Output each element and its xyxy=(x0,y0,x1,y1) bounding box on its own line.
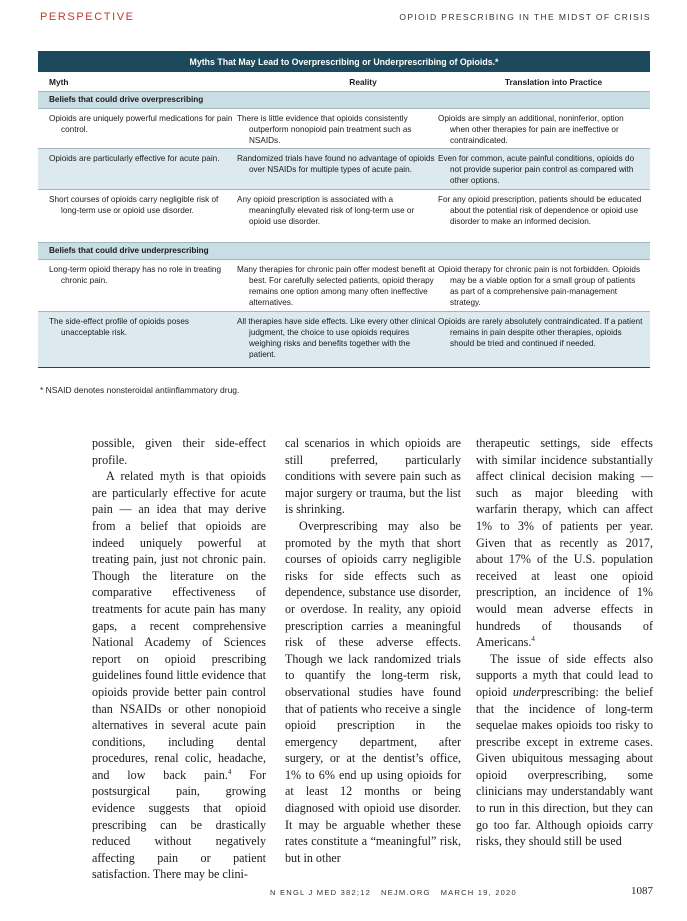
reality-cell: Any opioid prescription is associated with a meaningfully elevated risk of long-term use or opioid use disorder. xyxy=(237,195,415,226)
paragraph: therapeutic settings, side effects with similar incidence substantially affect clinical decision making — such as major bleeding with warfarin therapy, which can affect 1% to 3% of patients per year. Given that as recently as 2017, about 17% of the U.S. population received at least one opioid prescription, an incidence of 1% would mean adverse effects in hundreds of thousands of Americans.$^4$ xyxy=(476,436,653,650)
myth-cell: Opioids are uniquely powerful medications for pain control. xyxy=(49,114,233,134)
col-header-reality: Reality xyxy=(349,76,377,87)
page-number: 1087 xyxy=(631,885,653,897)
table-row xyxy=(38,190,650,243)
practice-cell: Opioids are simply an additional, noninferior, option when other therapies for pain are ineffective or contraindicated. xyxy=(438,114,624,145)
reference-marker: 4 xyxy=(531,635,535,644)
practice-cell: For any opioid prescription, patients should be educated about the potential risk of dependence or opioid use disorder to make an informed decision. xyxy=(438,195,642,226)
myth-cell: The side-effect profile of opioids poses unacceptable risk. xyxy=(49,317,190,337)
table-row xyxy=(38,260,650,312)
journal-citation: N ENGL J MED 382;12 NEJM.ORG MARCH 19, 2020 xyxy=(270,888,517,897)
table-row xyxy=(38,109,650,149)
table-header-row xyxy=(38,72,650,92)
practice-cell: Opioid therapy for chronic pain is not forbidden. Opioids may be a viable option for a small group of patients as part of a comprehensive pain-management strategy. xyxy=(438,265,641,307)
myth-cell: Opioids are particularly effective for acute pain. xyxy=(49,154,220,163)
paragraph: cal scenarios in which opioids are still preferred, particularly conditions with severe pain such as major surgery or trauma, but the list is shrinking. xyxy=(285,436,461,517)
paragraph: Overprescribing may also be promoted by the myth that short courses of opioids carry negligible risks for side effects such as dependence, substance use disorder, or overdose. In reality, any opioid prescription carries a meaningful risk of these adverse effects. Though we lack randomized trials to quantify the long-term risk, observational studies have found that of patients who receive a single opioid prescription in the emergency department, after surgery, or at the dentist’s office, 1% to 6% end up using opioids for at least 12 months or being diagnosed with opioid use disorder. It may be arguable whether these rates constitute a “meaningful” risk, but in other xyxy=(285,518,461,865)
table-section-overprescribing: Beliefs that could drive overprescribing xyxy=(38,92,650,109)
running-title: OPIOID PRESCRIBING IN THE MIDST OF CRISIS xyxy=(399,12,651,22)
paragraph: A related myth is that opioids are particularly effective for acute pain — an idea that may derive from a belief that opioids are indeed uniquely powerful at treating pain, just not chronic pain. Though the literature on the comparative effectiveness of treatments for acute pain has many gaps, a recent comprehensive National Academy of Sciences report on opioid prescribing guidelines found little evidence that opioids provide better pain control than NSAIDs or other nonopioid alternatives in several acute pain conditions, including dental procedures, renal colic, headache, and low back pain.$^4$ For postsurgical pain, growing evidence suggests that opioid prescribing can be drastically reduced without negatively affecting pain or patient satisfaction. There may be clini- xyxy=(92,469,266,882)
table-footnote: * NSAID denotes nonsteroidal antiinflammatory drug. xyxy=(40,385,240,395)
body-column-2 xyxy=(285,435,461,866)
myths-table xyxy=(38,51,650,368)
reality-cell: There is little evidence that opioids consistently outperform nonopioid pain treatment such as NSAIDs. xyxy=(237,114,412,145)
col-header-myth: Myth xyxy=(49,76,69,87)
reality-cell: Many therapies for chronic pain offer modest benefit at best. For carefully selected patients, opioid therapy remains one option among many often ineffective alternatives. xyxy=(237,265,435,307)
reference-marker: 4 xyxy=(227,767,232,776)
body-column-1 xyxy=(92,435,266,883)
practice-cell: Opioids are rarely absolutely contraindicated. If a patient remains in pain despite other therapies, opioids should be tried and continued if needed. xyxy=(438,317,643,348)
table-title: Myths That May Lead to Overprescribing or Underprescribing of Opioids.* xyxy=(38,52,650,72)
paragraph: possible, given their side-effect profile. xyxy=(92,436,266,467)
table-section-underprescribing: Beliefs that could drive underprescribing xyxy=(38,243,650,260)
col-header-practice: Translation into Practice xyxy=(504,76,603,87)
emphasis: under xyxy=(512,684,542,699)
practice-cell: Even for common, acute painful conditions, opioids do not provide superior pain control as compared with other options. xyxy=(438,154,635,185)
myth-cell: Short courses of opioids carry negligible risk of long-term use or opioid use disorder. xyxy=(49,195,219,215)
table-row xyxy=(38,149,650,190)
paragraph: The issue of side effects also supports a myth that could lead to opioid underprescribing: the belief that the incidence of long-term sequelae makes opioids too risky to prescribe except in extreme cases. Given ubiquitous messaging about opioid overprescribing, some clinicians may understandably want to run in this direction, but they can go too far. Although opioids carry risks, they should still be used xyxy=(476,651,653,849)
table-row xyxy=(38,312,650,368)
body-column-3 xyxy=(476,435,653,850)
section-label: PERSPECTIVE xyxy=(40,11,135,23)
myth-cell: Long-term opioid therapy has no role in treating chronic pain. xyxy=(49,265,222,285)
reality-cell: All therapies have side effects. Like every other clinical judgment, the choice to use opioids requires weighing risks and benefits together with the patient. xyxy=(237,317,436,359)
reality-cell: Randomized trials have found no advantage of opioids over NSAIDs for multiple types of acute pain. xyxy=(237,154,435,174)
